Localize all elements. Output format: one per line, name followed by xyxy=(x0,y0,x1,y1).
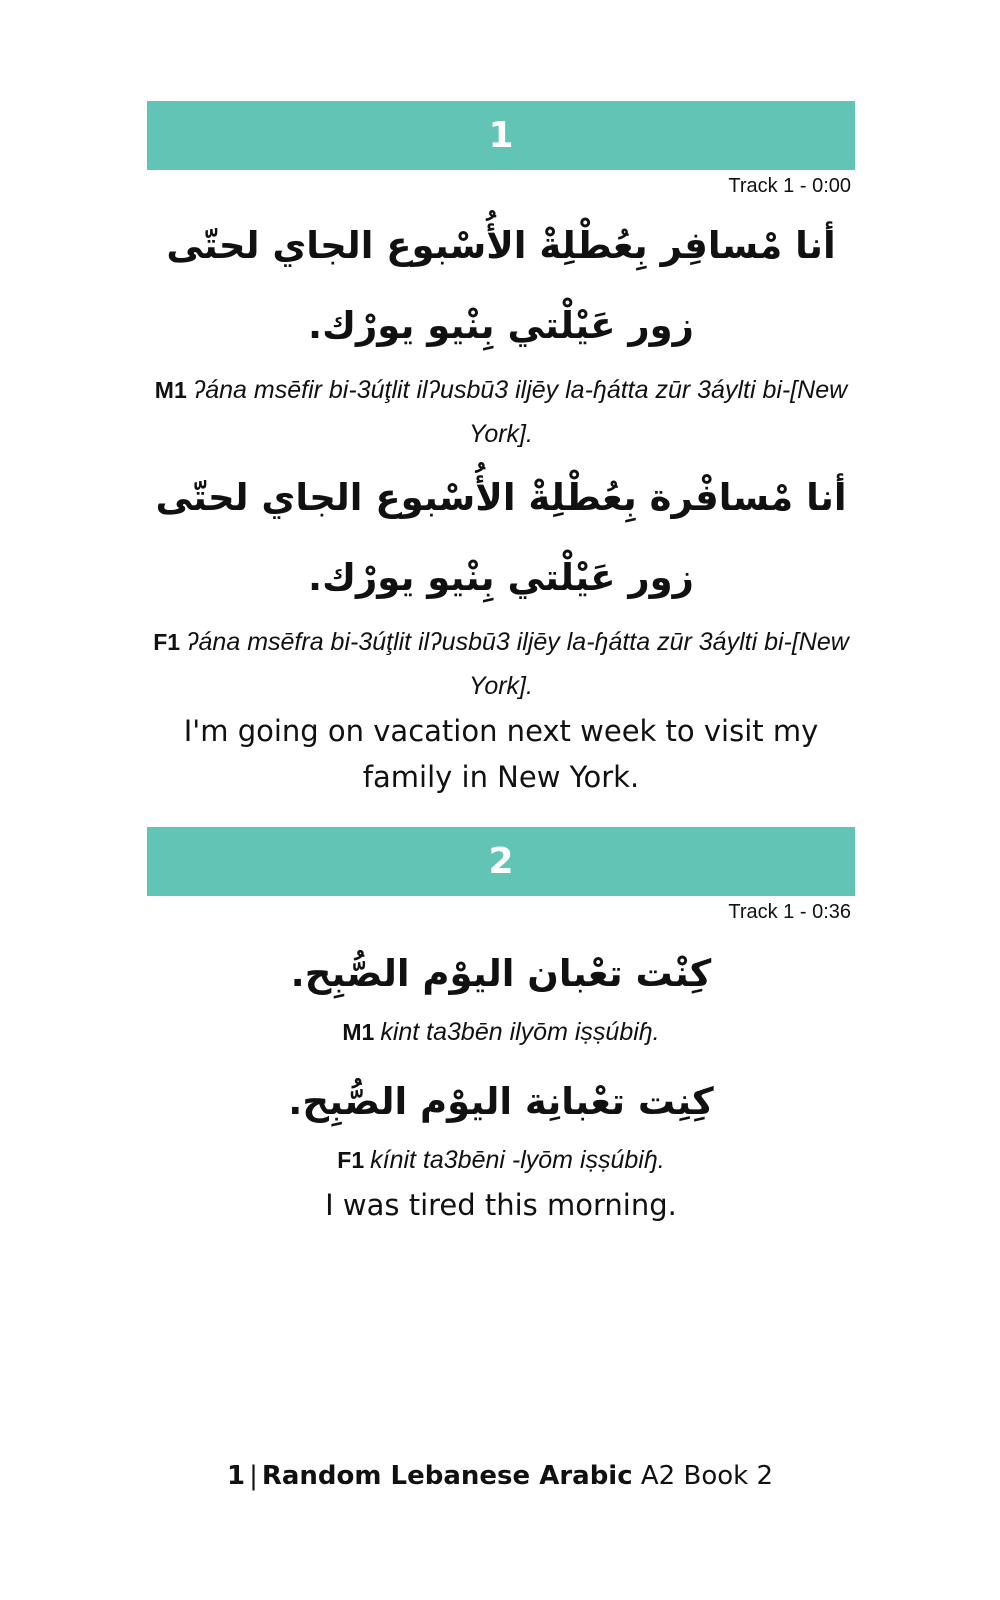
transliteration-male xyxy=(147,1010,855,1054)
audio-track-timestamp: Track 1 - 0:00 xyxy=(728,175,851,197)
entry-number: 1 xyxy=(488,114,514,156)
speaker-label: F1 xyxy=(337,1147,365,1173)
speaker-label: F1 xyxy=(153,629,181,655)
english-translation: I was tired this morning. xyxy=(325,1188,677,1222)
book-label: A2 Book 2 xyxy=(640,1461,773,1491)
english-translation: I'm going on vacation next week to visit my family in New York. xyxy=(183,714,819,794)
entry-number-bar xyxy=(147,827,855,896)
arabic-sentence-female: كِنِت تعْبانِة اليوْم الصُّبِح. xyxy=(288,1080,714,1123)
transliteration-male xyxy=(147,368,855,456)
page-number: 1 xyxy=(226,1461,246,1491)
arabic-sentence-male: أنا مْسافِر بِعُطْلِةْ الأُسْبوع الجاي لحتّى زور عَيْلْتي بِنْيو يورْك. xyxy=(166,224,836,347)
arabic-sentence-female: أنا مْسافْرة بِعُطْلِةْ الأُسْبوع الجاي لحتّى زور عَيْلْتي بِنْيو يورْك. xyxy=(155,476,847,599)
entry-2 xyxy=(147,827,855,1228)
entry-1 xyxy=(147,101,855,800)
series-title: Random Lebanese Arabic xyxy=(261,1461,633,1491)
footer-separator: | xyxy=(249,1461,258,1491)
transliteration-text: ʔána msēfir bi-3úţlit ilʔusbū3 iljēy la-ɧátta zūr 3áylti bi-[New York]. xyxy=(192,376,848,448)
transliteration-text: kint ta3bēn ilyōm iṣṣúbiɧ. xyxy=(380,1018,660,1046)
page-footer xyxy=(0,1458,1000,1494)
transliteration-female xyxy=(147,1138,855,1182)
speaker-label: M1 xyxy=(154,377,187,403)
entry-number-bar xyxy=(147,101,855,170)
transliteration-female xyxy=(147,620,855,708)
arabic-sentence-male: كِنْت تعْبان اليوْم الصُّبِح. xyxy=(290,952,712,995)
transliteration-text: ʔána msēfra bi-3úţlit ilʔusbū3 iljēy la-ɧátta zūr 3áylti bi-[New York]. xyxy=(186,628,849,700)
transliteration-text: kínit ta3bēni -lyōm iṣṣúbiɧ. xyxy=(370,1146,665,1174)
entry-number: 2 xyxy=(488,840,514,882)
audio-track-timestamp: Track 1 - 0:36 xyxy=(728,901,851,923)
speaker-label: M1 xyxy=(342,1019,375,1045)
